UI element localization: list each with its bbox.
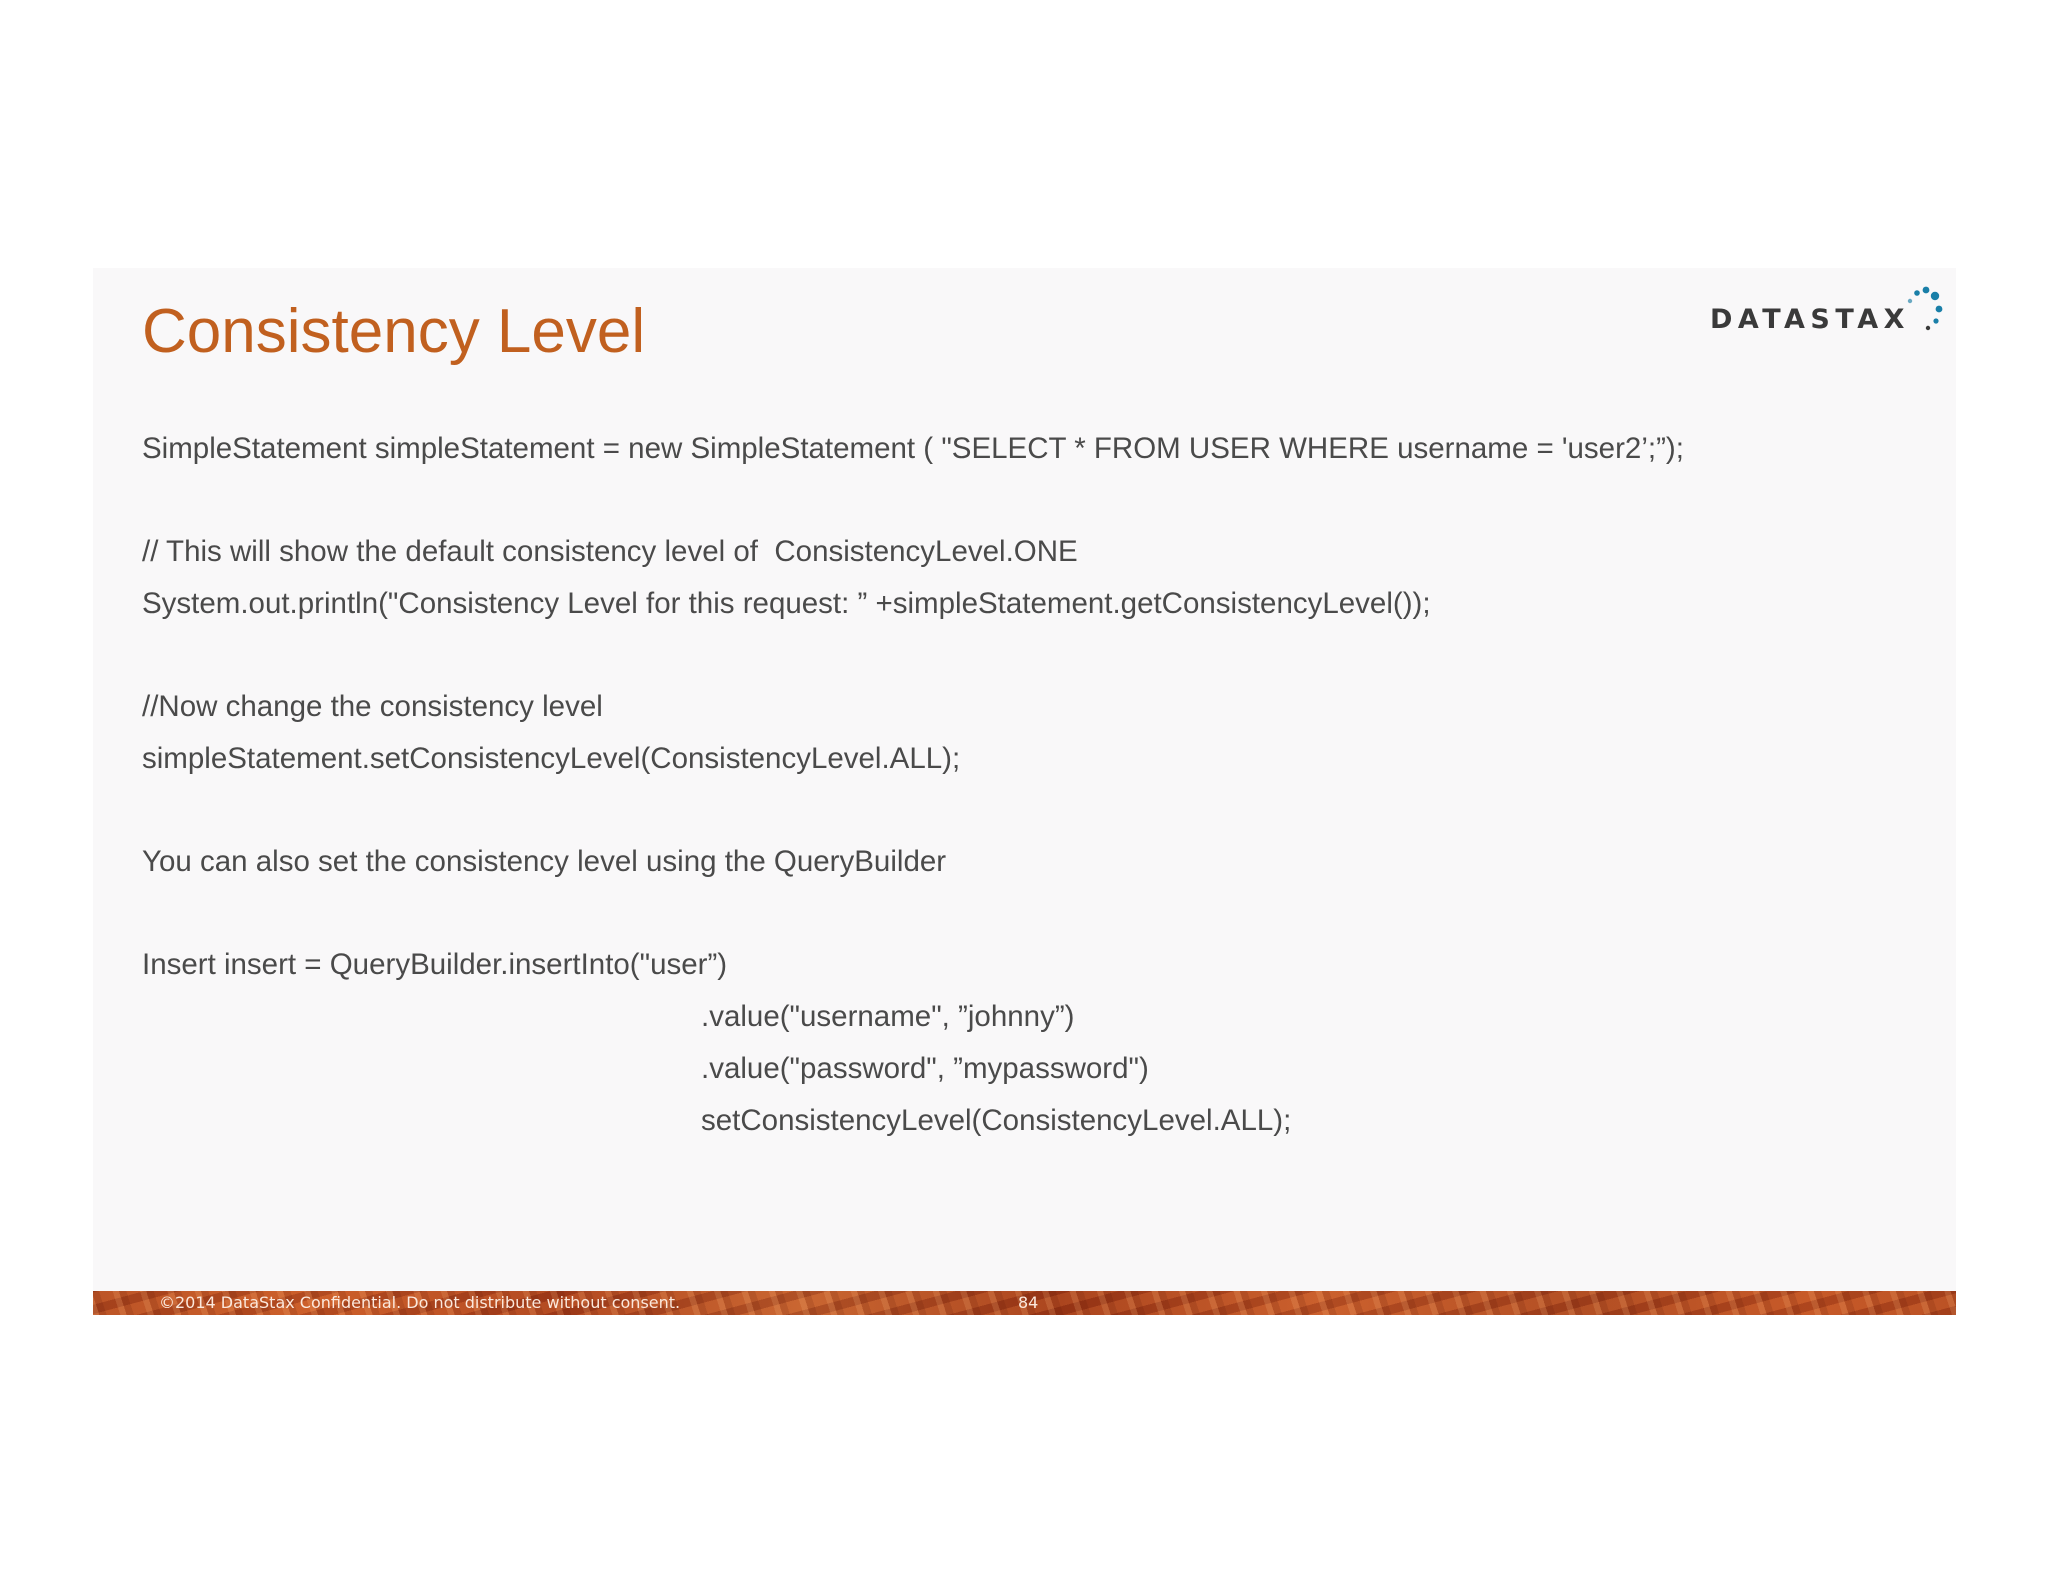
logo-wordmark: DATASTAX <box>1710 304 1910 335</box>
code-line: Insert insert = QueryBuilder.insertInto("user”) <box>142 948 728 981</box>
slide <box>93 268 1956 1315</box>
footer-copyright: ©2014 DataStax Confidential. Do not distribute without consent. <box>159 1293 681 1312</box>
code-line: setConsistencyLevel(ConsistencyLevel.ALL); <box>701 1104 1292 1137</box>
code-line: System.out.println("Consistency Level for this request: ” +simpleStatement.getConsistencyLevel()); <box>142 587 1431 620</box>
code-line: SimpleStatement simpleStatement = new SimpleStatement ( "SELECT * FROM USER WHERE username = 'user2’;”); <box>142 432 1684 465</box>
comment-line: // This will show the default consistency level of ConsistencyLevel.ONE <box>142 535 1078 568</box>
slide-title: Consistency Level <box>142 297 646 366</box>
comment-line: //Now change the consistency level <box>142 690 603 723</box>
datastax-logo <box>1710 284 1946 344</box>
page-number: 84 <box>1018 1293 1039 1312</box>
footer-bar <box>93 1291 1956 1315</box>
code-line: .value("username", ”johnny”) <box>701 1000 1075 1033</box>
code-line: simpleStatement.setConsistencyLevel(ConsistencyLevel.ALL); <box>142 742 961 775</box>
code-line: .value("password", ”mypassword") <box>701 1052 1149 1085</box>
logo-dots-icon <box>1908 287 1943 331</box>
body-text-line: You can also set the consistency level using the QueryBuilder <box>142 845 947 878</box>
